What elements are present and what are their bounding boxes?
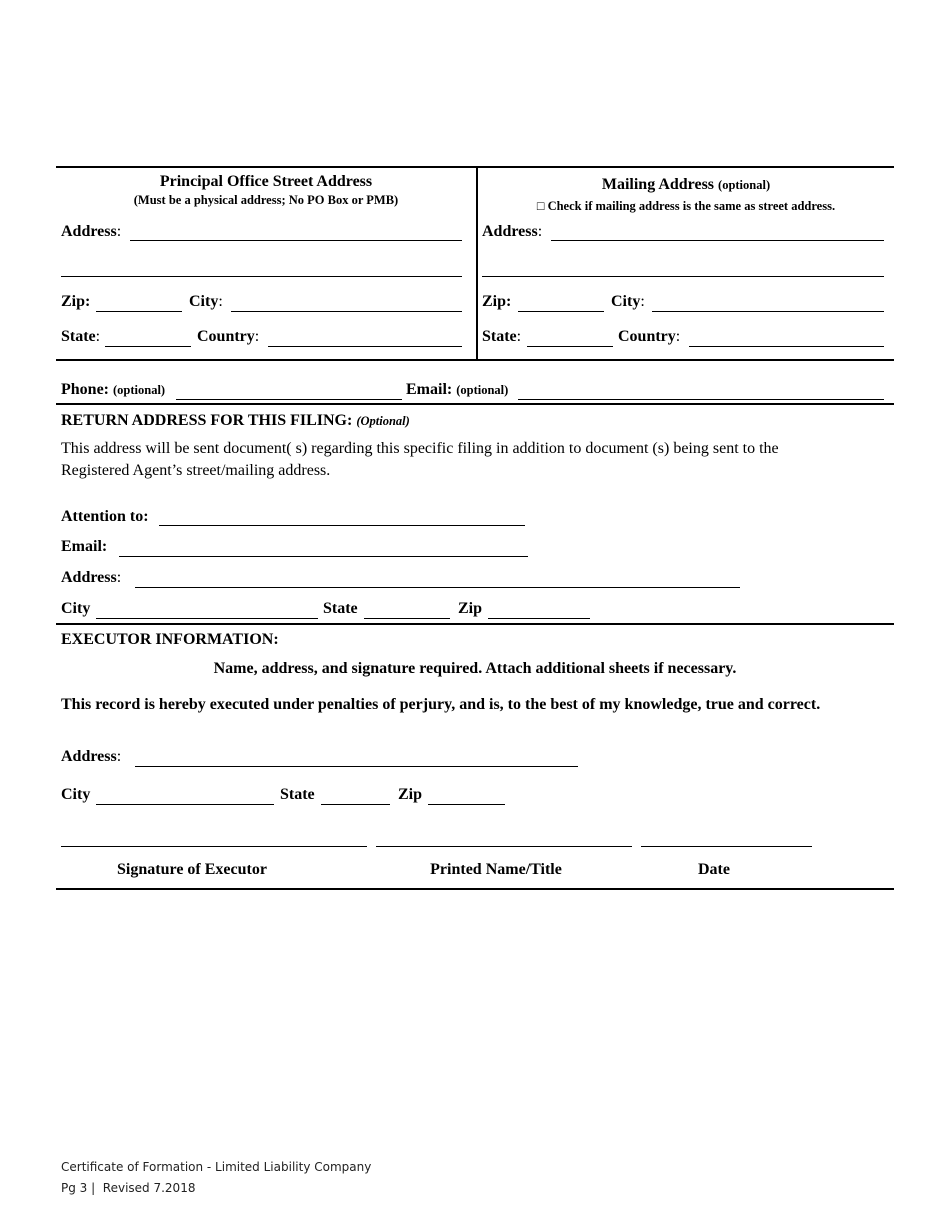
date-line[interactable] <box>641 846 812 847</box>
footer-doc-title: Certificate of Formation - Limited Liability Company <box>61 1160 372 1174</box>
executor-attestation: This record is hereby executed under penalties of perjury, and is, to the best of my knowledge, true and correct. <box>61 696 821 713</box>
executor-address-label: Address: <box>61 748 122 765</box>
footer-page-info: Pg 3 | Revised 7.2018 <box>61 1181 196 1195</box>
return-city-label: City <box>61 600 91 617</box>
executor-zip-label: Zip <box>398 786 423 803</box>
phone-field[interactable] <box>176 381 402 400</box>
mailing-same-checkbox[interactable]: □ Check if mailing address is the same as street address. <box>536 199 836 213</box>
mailing-address-field[interactable] <box>551 222 884 241</box>
mailing-city-label: City: <box>611 293 645 310</box>
executor-instructions: Name, address, and signature required. Attach additional sheets if necessary. <box>213 660 737 677</box>
signature-line[interactable] <box>61 846 367 847</box>
return-zip-field[interactable] <box>488 600 590 619</box>
return-address-field[interactable] <box>135 569 740 588</box>
printed-name-caption: Printed Name/Title <box>430 861 562 878</box>
date-caption: Date <box>698 861 730 878</box>
attention-field[interactable] <box>159 507 525 526</box>
contact-bottom-border <box>56 403 894 405</box>
mailing-title: Mailing Address (optional) <box>601 176 771 193</box>
return-address-description-line2: Registered Agent’s street/mailing address. <box>61 462 331 479</box>
mailing-address-line2-field[interactable] <box>482 258 884 277</box>
table-top-border <box>56 166 894 168</box>
signature-caption: Signature of Executor <box>117 861 267 878</box>
principal-subtitle: (Must be a physical address; No PO Box or PMB) <box>133 193 399 207</box>
principal-address-field[interactable] <box>130 222 462 241</box>
executor-address-field[interactable] <box>135 748 578 767</box>
return-address-bottom-border <box>56 623 894 625</box>
mailing-zip-field[interactable] <box>518 293 604 312</box>
executor-heading: EXECUTOR INFORMATION: <box>61 631 279 648</box>
return-address-heading: RETURN ADDRESS FOR THIS FILING: (Optional) <box>61 412 410 429</box>
return-city-field[interactable] <box>96 600 318 619</box>
mailing-country-field[interactable] <box>689 328 884 347</box>
table-column-divider <box>476 166 478 360</box>
contact-email-field[interactable] <box>518 381 884 400</box>
executor-zip-field[interactable] <box>428 786 505 805</box>
table-bottom-border <box>56 359 894 361</box>
principal-city-label: City: <box>189 293 223 310</box>
mailing-state-label: State: <box>482 328 522 345</box>
principal-state-field[interactable] <box>105 328 191 347</box>
executor-city-field[interactable] <box>96 786 274 805</box>
attention-label: Attention to: <box>61 508 149 525</box>
executor-city-label: City <box>61 786 91 803</box>
printed-name-line[interactable] <box>376 846 632 847</box>
return-address-label: Address: <box>61 569 122 586</box>
principal-zip-field[interactable] <box>96 293 182 312</box>
return-state-label: State <box>323 600 358 617</box>
executor-state-label: State <box>280 786 315 803</box>
principal-country-label: Country: <box>197 328 260 345</box>
principal-state-label: State: <box>61 328 101 345</box>
principal-address-label: Address: <box>61 223 122 240</box>
principal-country-field[interactable] <box>268 328 462 347</box>
mailing-address-label: Address: <box>482 223 543 240</box>
mailing-city-field[interactable] <box>652 293 884 312</box>
phone-label: Phone: (optional) <box>61 381 166 398</box>
return-address-description-line1: This address will be sent document( s) regarding this specific filing in addition to document (s) being sent to the <box>61 440 779 457</box>
principal-zip-label: Zip: <box>61 293 91 310</box>
return-zip-label: Zip <box>458 600 483 617</box>
mailing-state-field[interactable] <box>527 328 613 347</box>
return-email-field[interactable] <box>119 538 528 557</box>
principal-title: Principal Office Street Address <box>159 173 373 190</box>
mailing-country-label: Country: <box>618 328 681 345</box>
return-email-label: Email: <box>61 538 108 555</box>
mailing-zip-label: Zip: <box>482 293 512 310</box>
principal-city-field[interactable] <box>231 293 462 312</box>
executor-bottom-border <box>56 888 894 890</box>
return-state-field[interactable] <box>364 600 450 619</box>
executor-state-field[interactable] <box>321 786 390 805</box>
contact-email-label: Email: (optional) <box>406 381 509 398</box>
principal-address-line2-field[interactable] <box>61 258 462 277</box>
